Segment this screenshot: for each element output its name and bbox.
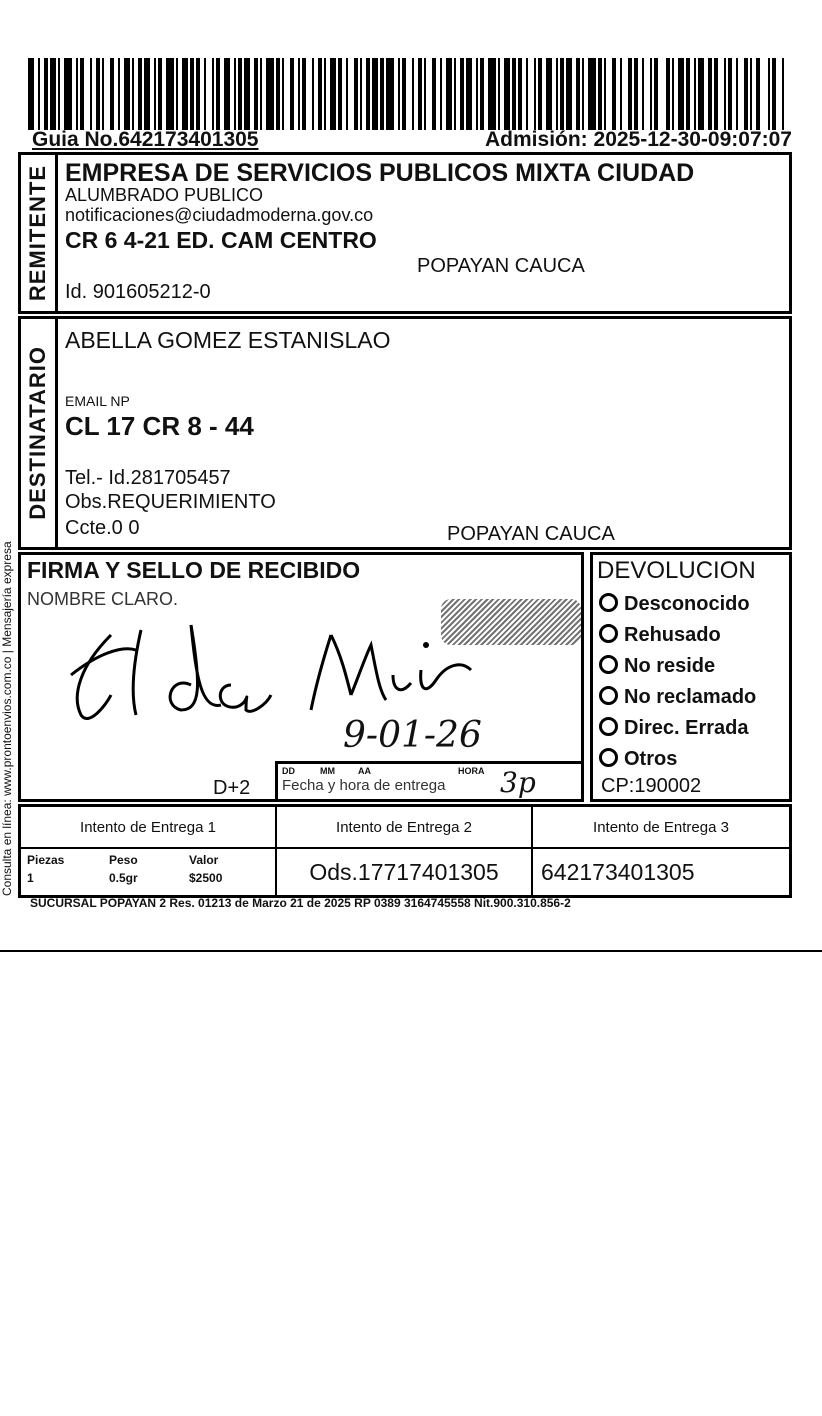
fecha-label: Fecha y hora de entrega xyxy=(282,777,446,794)
option-desconocido[interactable]: Desconocido xyxy=(599,589,756,620)
radio-icon xyxy=(599,655,618,674)
destinatario-name: ABELLA GOMEZ ESTANISLAO xyxy=(65,327,391,353)
hora-label: HORA xyxy=(458,766,485,776)
radio-icon xyxy=(599,717,618,736)
peso-value: 0.5gr xyxy=(109,871,138,885)
intentos-row xyxy=(18,804,792,898)
radio-icon xyxy=(599,593,618,612)
cp-code: CP:190002 xyxy=(601,775,702,797)
handwritten-hora: 3p xyxy=(500,766,536,799)
destinatario-ccte: Ccte.0 0 xyxy=(65,517,140,539)
destinatario-label-cell xyxy=(21,319,58,547)
radio-icon xyxy=(599,748,618,767)
piezas-cell xyxy=(21,849,277,895)
destinatario-address: CL 17 CR 8 - 44 xyxy=(65,411,254,441)
destinatario-obs: Obs.REQUERIMIENTO xyxy=(65,491,276,513)
remitente-label: REMITENTE xyxy=(25,164,50,302)
intento-2: Intento de Entrega 2 xyxy=(277,807,533,847)
destinatario-email: EMAIL NP xyxy=(65,393,130,409)
aa-label: AA xyxy=(358,766,371,776)
fecha-entrega-cell xyxy=(275,761,584,802)
handwritten-date: 9-01-26 xyxy=(343,715,482,756)
remitente-address: CR 6 4-21 ED. CAM CENTRO xyxy=(65,227,377,253)
firma-title: FIRMA Y SELLO DE RECIBIDO xyxy=(27,557,361,583)
devolucion-title: DEVOLUCION xyxy=(597,557,756,584)
option-no-reclamado[interactable]: No reclamado xyxy=(599,682,756,713)
remitente-dept: ALUMBRADO PUBLICO xyxy=(65,185,264,205)
peso-label: Peso xyxy=(109,853,138,867)
firma-box xyxy=(18,552,584,802)
remitente-label-cell xyxy=(21,155,58,311)
nombre-claro-label: NOMBRE CLARO. xyxy=(27,589,179,609)
side-note-wrap xyxy=(0,541,14,1416)
admision-date: Admisión: 2025-12-30-09:07:07 xyxy=(485,128,792,151)
d-plus: D+2 xyxy=(213,777,251,799)
guia-number: Guia No.642173401305 xyxy=(32,128,259,151)
bottom-rule xyxy=(0,950,822,952)
radio-icon xyxy=(599,686,618,705)
piezas-label: Piezas xyxy=(27,853,65,867)
option-no-reside[interactable]: No reside xyxy=(599,651,756,682)
destinatario-label: DESTINATARIO xyxy=(25,346,50,520)
tracking-code: 642173401305 xyxy=(541,858,695,885)
remitente-email: notificaciones@ciudadmoderna.gov.co xyxy=(65,205,374,225)
option-rehusado[interactable]: Rehusado xyxy=(599,620,756,651)
guia-line xyxy=(32,128,792,152)
valor-label: Valor xyxy=(189,853,219,867)
remitente-company: EMPRESA DE SERVICIOS PUBLICOS MIXTA CIUDAD xyxy=(65,159,695,187)
ods-number: Ods.17717401305 xyxy=(277,849,533,895)
devolucion-options xyxy=(599,589,756,775)
remitente-box xyxy=(18,152,792,314)
footer-branch-info: SUCURSAL POPAYAN 2 Res. 01213 de Marzo 21 de 2025 RP 0389 3164745558 Nit.900.310.856-2 xyxy=(30,896,571,910)
mm-label: MM xyxy=(320,766,335,776)
intento-3: Intento de Entrega 3 xyxy=(593,818,729,836)
valor-value: $2500 xyxy=(189,871,223,885)
destinatario-box xyxy=(18,316,792,550)
piezas-value: 1 xyxy=(27,871,34,885)
destinatario-tel: Tel.- Id.281705457 xyxy=(65,467,231,489)
side-note: Consulta en línea: www.prontoenvios.com.co | Mensajería expresa xyxy=(0,541,14,896)
destinatario-city: POPAYAN CAUCA xyxy=(447,523,615,545)
option-otros[interactable]: Otros xyxy=(599,744,756,775)
intento-1: Intento de Entrega 1 xyxy=(21,807,277,847)
radio-icon xyxy=(599,624,618,643)
option-direc-errada[interactable]: Direc. Errada xyxy=(599,713,756,744)
dd-label: DD xyxy=(282,766,295,776)
devolucion-box xyxy=(590,552,792,802)
remitente-id: Id. 901605212-0 xyxy=(65,281,211,303)
barcode xyxy=(28,58,790,130)
remitente-city: POPAYAN CAUCA xyxy=(417,255,585,277)
